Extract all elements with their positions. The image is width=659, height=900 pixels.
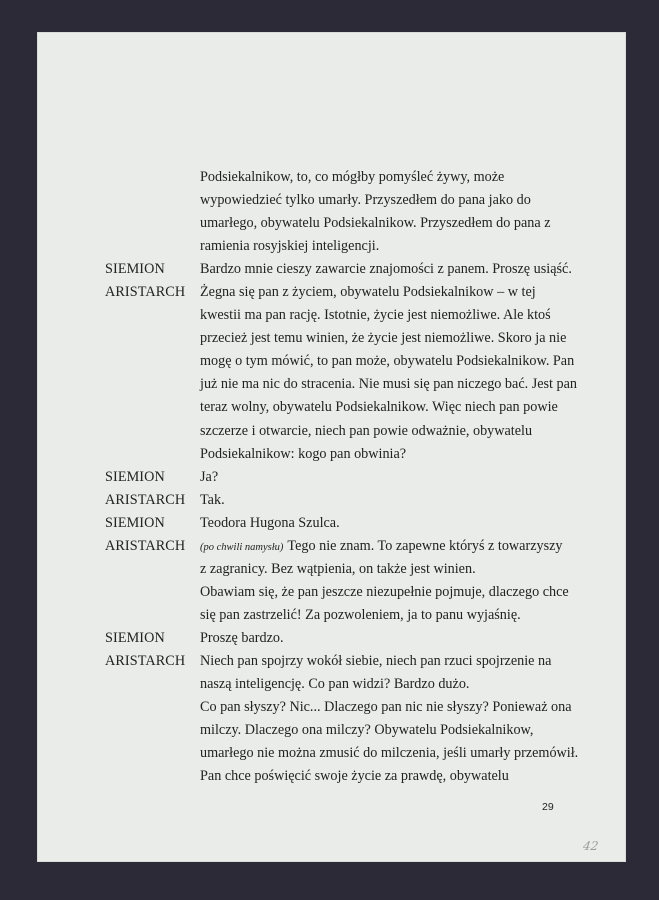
line-text: Tak. <box>200 491 225 508</box>
dialogue-line <box>38 650 625 673</box>
line-text-container <box>200 489 225 512</box>
dialogue-line <box>38 627 625 650</box>
line-text: teraz wolny, obywatelu Podsiekalnikow. Więc niech pan powie <box>200 399 558 416</box>
dialogue-line <box>38 512 625 535</box>
dialogue-line <box>38 604 625 627</box>
dialogue-line <box>38 443 625 466</box>
line-text: szczerze i otwarcie, niech pan powie odważnie, obywatelu <box>200 422 533 439</box>
line-text: Niech pan spojrzy wokół siebie, niech pan rzuci spojrzenie na <box>200 652 552 669</box>
dialogue-script <box>38 166 625 788</box>
line-text: Tego nie znam. To zapewne któryś z towarzyszy <box>287 537 563 554</box>
line-text-container <box>200 443 406 466</box>
line-text-container <box>200 742 578 765</box>
line-text-container <box>200 212 551 235</box>
dialogue-line <box>38 420 625 443</box>
line-text-container <box>200 420 532 443</box>
line-text: kwestii ma pan rację. Istotnie, życie jest niemożliwe. Ale ktoś <box>200 307 551 324</box>
line-text-container <box>200 350 574 373</box>
line-text: Ja? <box>200 468 219 485</box>
line-text: mogę o tym mówić, to pan może, obywatelu Podsiekalnikow. Pan <box>200 353 575 370</box>
line-text-container <box>200 281 536 304</box>
line-text: Podsiekalnikow: kogo pan obwinia? <box>200 445 407 462</box>
line-text: naszą inteligencję. Co pan widzi? Bardzo dużo. <box>200 676 470 693</box>
dialogue-line <box>38 765 625 788</box>
line-text: przecież jest temu winien, że życie jest niemożliwe. Skoro ja nie <box>200 330 567 347</box>
line-text-container <box>200 673 469 696</box>
line-text: Proszę bardzo. <box>200 629 284 646</box>
dialogue-line <box>38 235 625 258</box>
dialogue-line <box>38 212 625 235</box>
line-text: wypowiedzieć tylko umarły. Przyszedłem do pana jako do <box>200 192 531 209</box>
line-text: umarłego nie można zmusić do milczenia, jeśli umarły przemówił. <box>200 745 579 762</box>
line-text-container <box>200 166 504 189</box>
dialogue-line <box>38 489 625 512</box>
line-text: się pan zastrzelić! Za pozwoleniem, ja to panu wyjaśnię. <box>200 606 521 623</box>
line-text: Pan chce poświęcić swoje życie za prawdę, obywatelu <box>200 768 509 785</box>
line-text: Bardzo mnie cieszy zawarcie znajomości z panem. Proszę usiąść. <box>200 261 572 278</box>
line-text-container <box>200 327 566 350</box>
line-text: Żegna się pan z życiem, obywatelu Podsiekalnikow – w tej <box>200 284 536 301</box>
speaker-name: SIEMION <box>105 468 165 485</box>
dialogue-line <box>38 304 625 327</box>
line-text: umarłego, obywatelu Podsiekalnikow. Przyszedłem do pana z <box>200 215 551 232</box>
speaker-name: SIEMION <box>105 261 165 278</box>
line-text: Teodora Hugona Szulca. <box>200 514 340 531</box>
line-text-container <box>200 258 572 281</box>
speaker-name: ARISTARCH <box>105 537 186 554</box>
dialogue-line <box>38 258 625 281</box>
line-text-container <box>200 765 509 788</box>
dialogue-line <box>38 327 625 350</box>
line-text-container <box>200 696 572 719</box>
stage-direction: (po chwili namysłu) <box>200 541 284 553</box>
page-number: 29 <box>542 801 554 813</box>
line-text-container <box>200 235 379 258</box>
line-text-container <box>200 189 531 212</box>
speaker-name: ARISTARCH <box>105 652 186 669</box>
dialogue-line <box>38 396 625 419</box>
line-text: milczy. Dlaczego ona milczy? Obywatelu Podsiekalnikow, <box>200 722 534 739</box>
line-text-container <box>200 535 563 559</box>
line-text-container <box>200 304 551 327</box>
speaker-name: ARISTARCH <box>105 491 186 508</box>
line-text-container <box>200 512 340 535</box>
line-text-container <box>200 373 577 396</box>
line-text: Co pan słyszy? Nic... Dlaczego pan nic nie słyszy? Ponieważ ona <box>200 699 572 716</box>
dialogue-line <box>38 281 625 304</box>
dialogue-line <box>38 373 625 396</box>
dialogue-line <box>38 719 625 742</box>
dialogue-line <box>38 581 625 604</box>
line-text: Obawiam się, że pan jeszcze niezupełnie pojmuje, dlaczego chce <box>200 583 569 600</box>
line-text-container <box>200 650 551 673</box>
dialogue-line <box>38 466 625 489</box>
dialogue-line <box>38 673 625 696</box>
line-text-container <box>200 604 521 627</box>
line-text: Podsiekalnikow, to, co mógłby pomyśleć żywy, może <box>200 169 505 185</box>
speaker-name: SIEMION <box>105 629 165 646</box>
line-text: z zagranicy. Bez wątpienia, on także jest winien. <box>200 560 476 577</box>
dialogue-line <box>38 742 625 765</box>
document-page <box>38 33 625 861</box>
line-text-container <box>200 581 569 604</box>
speaker-name: SIEMION <box>105 514 165 531</box>
line-text: już nie ma nic do stracenia. Nie musi się pan niczego bać. Jest pan <box>200 376 578 393</box>
dialogue-line <box>38 350 625 373</box>
dialogue-line <box>38 189 625 212</box>
handwritten-page-mark: 42 <box>582 839 600 853</box>
speaker-name: ARISTARCH <box>105 284 186 301</box>
dialogue-line <box>38 696 625 719</box>
line-text-container <box>200 719 533 742</box>
line-text-container <box>200 466 218 489</box>
dialogue-line <box>38 166 625 189</box>
line-text: ramienia rosyjskiej inteligencji. <box>200 238 380 255</box>
line-text-container <box>200 396 558 419</box>
line-text-container <box>200 558 476 581</box>
line-text-container <box>200 627 284 650</box>
dialogue-line <box>38 558 625 581</box>
dialogue-line <box>38 535 625 558</box>
